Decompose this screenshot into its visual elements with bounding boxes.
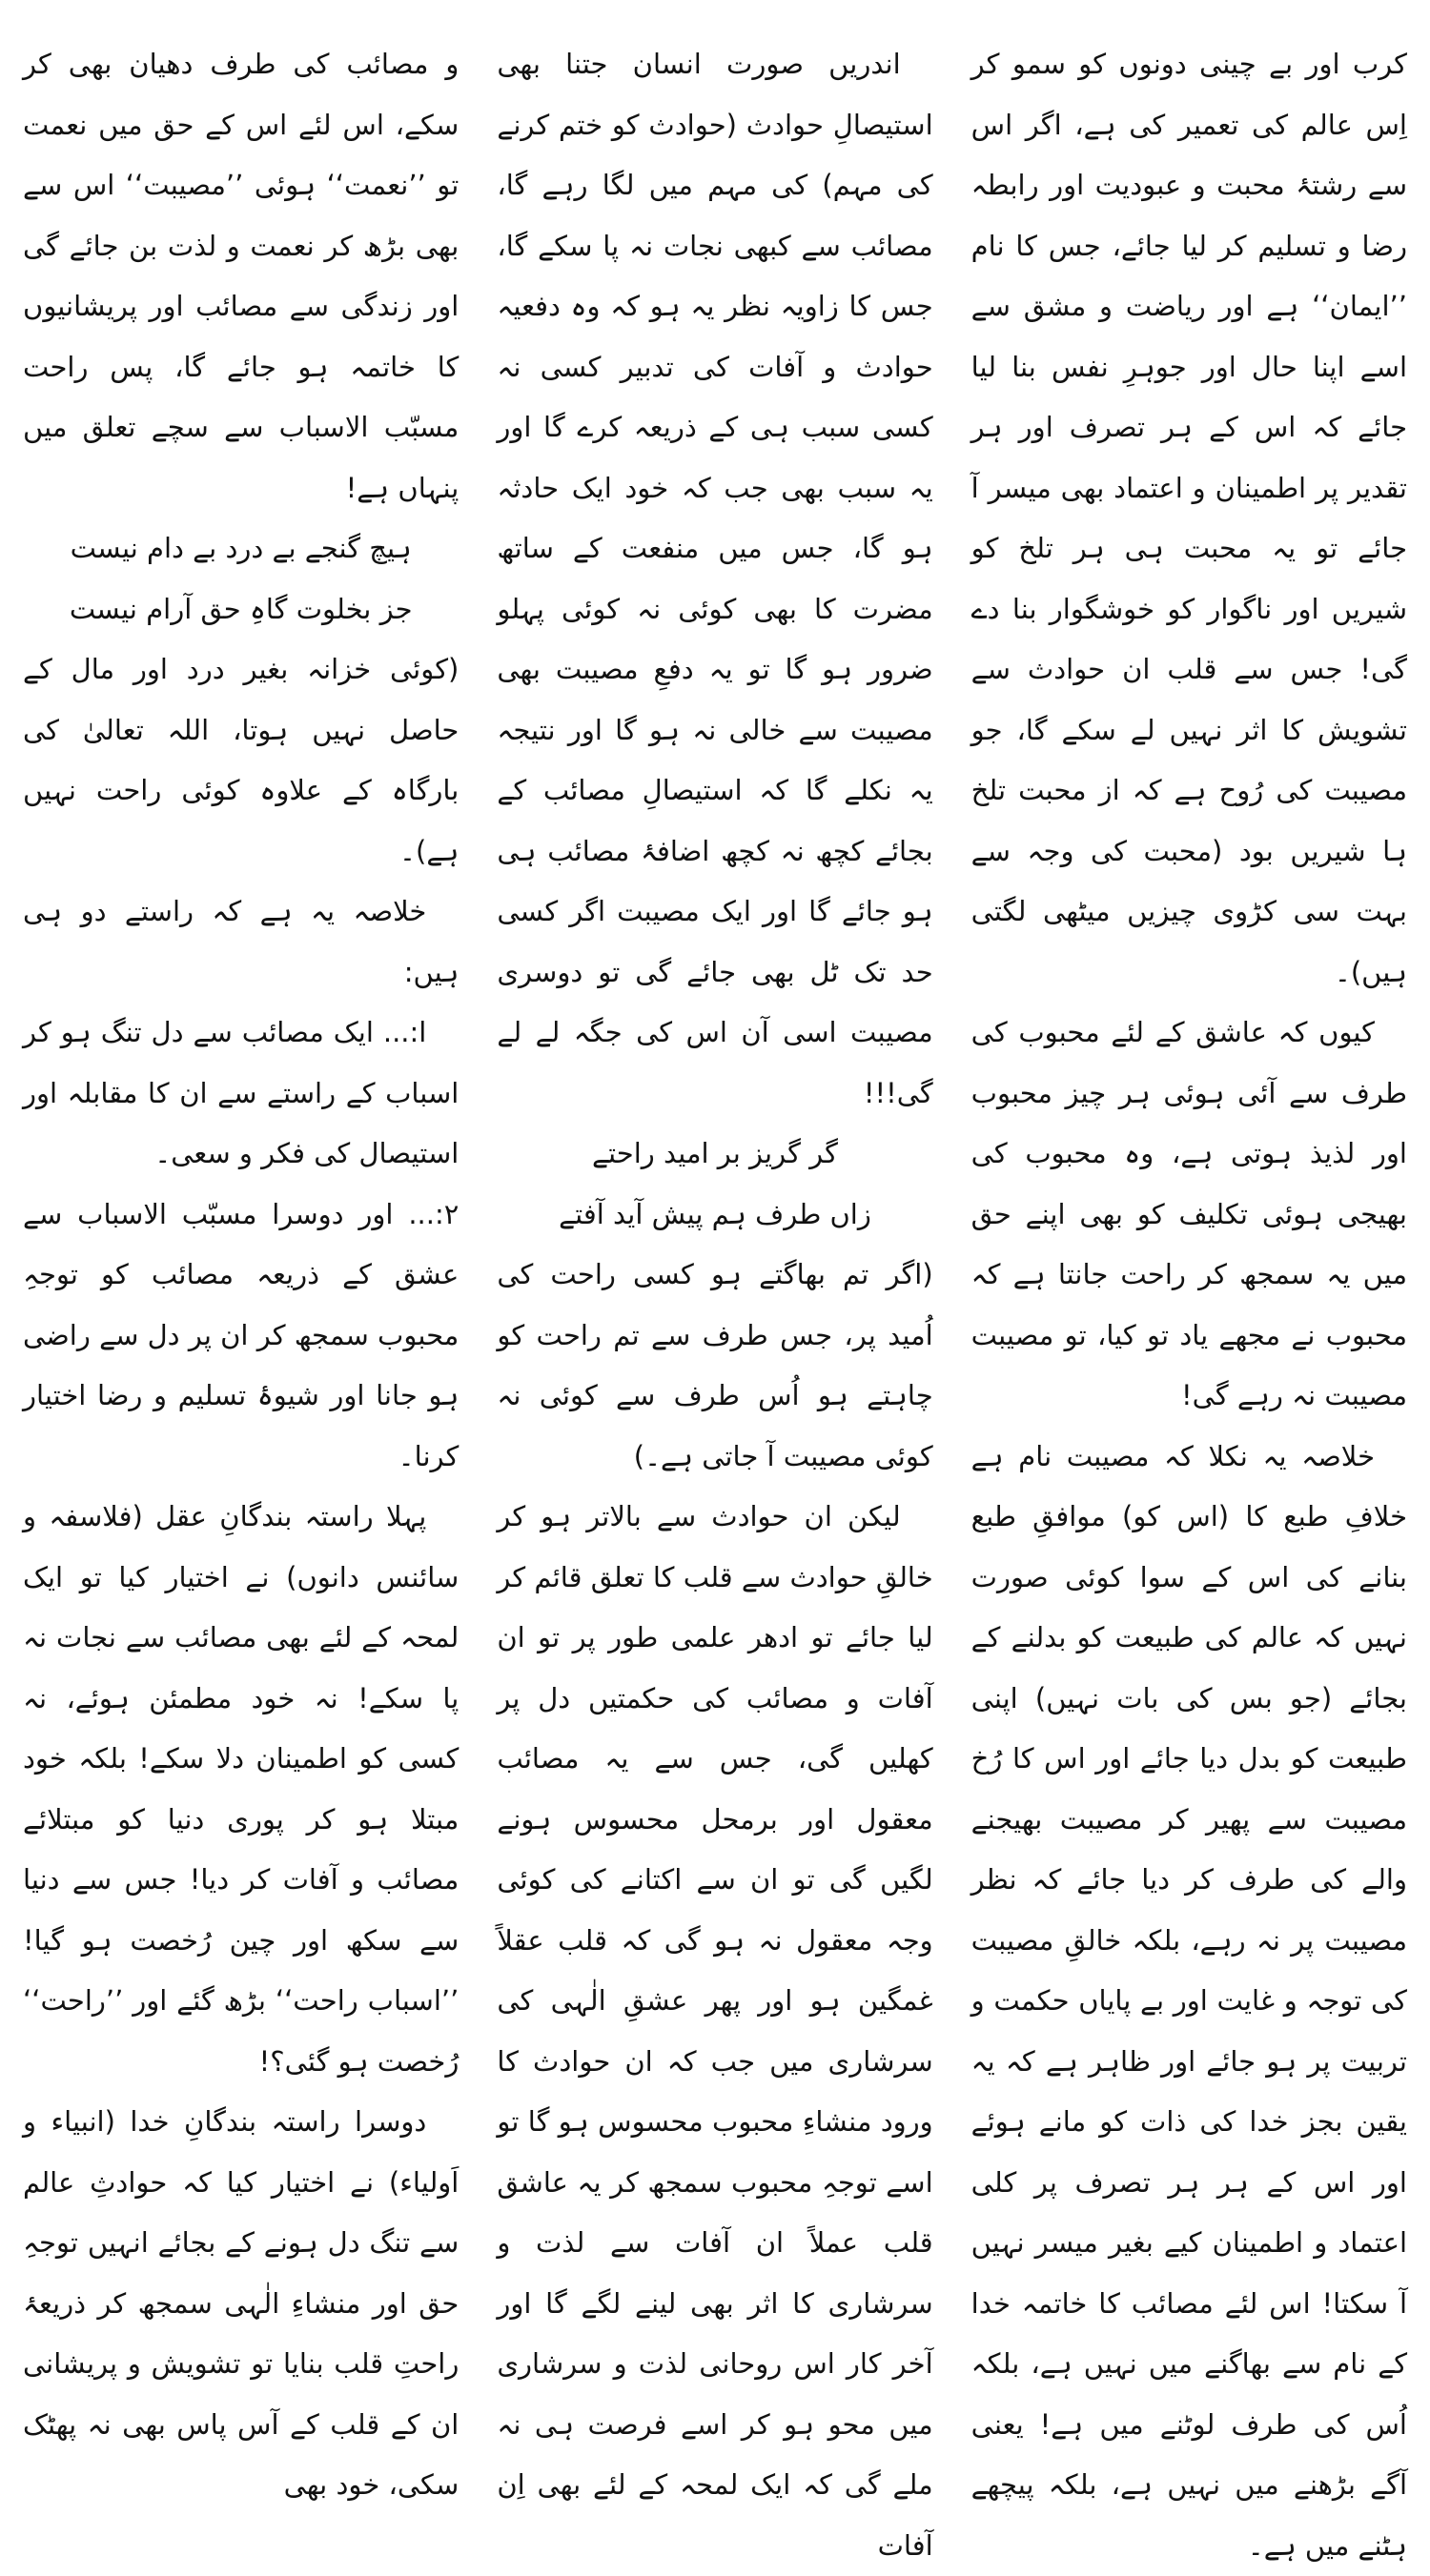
paragraph: دوسرا راستہ بندگانِ خدا (انبیاء و اَولیاء) نے اختیار کیا کہ حوادثِ عالم سے تنگ دل ہونے کے بجائے انہیں توجہِ حق اور منشاءِ الٰہی سمجھ کر ذریعۂ راحتِ قلب بنایا تو تشویش و پریشانی ان کے قلب کے آس پاس بھی نہ پھٹک سکی، خود بھی [23,2092,459,2516]
paragraph: اندریں صورت انسان جتنا بھی استیصالِ حوادث (حوادث کو ختم کرنے کی مہم) کی مہم میں لگا رہے گا، مصائب سے کبھی نجات نہ پا سکے گا، جس کا زاویہ نظر یہ ہو کہ وہ دفعیہ حوادث و آفات کی تدبیر کسی نہ کسی سبب ہی کے ذریعہ کرے گا اور یہ سبب بھی جب کہ خود ایک حادثہ ہو گا، جس میں منفعت کے ساتھ مضرت کا بھی کوئی نہ کوئی پہلو ضرور ہو گا تو یہ دفعِ مصیبت بھی مصیبت سے خالی نہ ہو گا اور نتیجہ یہ نکلے گا کہ استیصالِ مصائب کے بجائے کچھ نہ کچھ اضافۂ مصائب ہی ہو جائے گا اور ایک مصیبت اگر کسی حد تک ٹل بھی جائے گی تو دوسری مصیبت اسی آن اس کی جگہ لے لے گی!!! [497,34,932,1124]
list-item: ۲:... اور دوسرا مسبّب الاسباب سے عشق کے ذریعہ مصائب کو توجہِ محبوب سمجھ کر ان پر دل سے راضی ہو جانا اور شیوۂ تسلیم و رضا اختیار کرنا۔ [23,1185,459,1488]
paragraph: کرب اور بے چینی دونوں کو سمو کر اِس عالم کی تعمیر کی ہے، اگر اس سے رشتۂ محبت و عبودیت اور رابطہ رضا و تسلیم کر لیا جائے، جس کا نام ’’ایمان‘‘ ہے اور ریاضت و مشق سے اسے اپنا حال اور جوہرِ نفس بنا لیا جائے کہ اس کے ہر تصرف اور ہر تقدیر پر اطمینان و اعتماد بھی میسر آ جائے تو یہ محبت ہی ہر تلخ کو شیریں اور ناگوار کو خوشگوار بنا دے گی! جس سے قلب ان حوادث سے تشویش کا اثر نہیں لے سکے گا، جو مصیبت کی رُوح ہے کہ از محبت تلخ ہا شیریں بود (محبت کی وجہ سے بہت سی کڑوی چیزیں میٹھی لگتی ہیں)۔ [971,34,1407,1003]
persian-couplet-line: گر گریز بر امید راحتے [497,1124,932,1185]
paragraph: کیوں کہ عاشق کے لئے محبوب کی طرف سے آئی ہوئی ہر چیز محبوب اور لذیذ ہوتی ہے، وہ محبوب کی بھیجی ہوئی تکلیف کو بھی اپنے حق میں یہ سمجھ کر راحت جانتا ہے کہ محبوب نے مجھے یاد تو کیا، تو مصیبت مصیبت نہ رہے گی! [971,1003,1407,1427]
paragraph: و مصائب کی طرف دھیان بھی کر سکے، اس لئے اس کے حق میں نعمت تو ’’نعمت‘‘ ہوئی ’’مصیبت‘‘ اس سے بھی بڑھ کر نعمت و لذت بن جائے گی اور زندگی سے مصائب اور پریشانیوں کا خاتمہ ہو جائے گا، پس راحت مسبّب الاسباب سے سچے تعلق میں پنہاں ہے! [23,34,459,518]
paragraph: خلاصہ یہ ہے کہ راستے دو ہی ہیں: [23,882,459,1003]
text-column-right [971,34,1407,2097]
list-item: ا:... ایک مصائب سے دل تنگ ہو کر اسباب کے راستے سے ان کا مقابلہ اور استیصال کی فکر و سعی۔ [23,1003,459,1185]
paragraph: (کوئی خزانہ بغیر درد اور مال کے حاصل نہیں ہوتا، اللہ تعالیٰ کی بارگاہ کے علاوہ کوئی راحت نہیں ہے)۔ [23,639,459,882]
persian-couplet-line: جز بخلوت گاہِ حق آرام نیست [23,579,459,640]
paragraph: پہلا راستہ بندگانِ عقل (فلاسفہ و سائنس دانوں) نے اختیار کیا تو ایک لمحہ کے لئے بھی مصائب سے نجات نہ پا سکے! نہ خود مطمئن ہوئے، نہ کسی کو اطمینان دلا سکے! بلکہ خود مبتلا ہو کر پوری دنیا کو مبتلائے مصائب و آفات کر دیا! جس سے دنیا سے سکھ اور چین رُخصت ہو گیا! ’’اسباب راحت‘‘ بڑھ گئے اور ’’راحت‘‘ رُخصت ہو گئی؟! [23,1487,459,2092]
paragraph: (اگر تم بھاگتے ہو کسی راحت کی اُمید پر، جس طرف سے تم راحت کو چاہتے ہو اُس طرف سے کوئی نہ کوئی مصیبت آ جاتی ہے۔) [497,1245,932,1487]
paragraph: لیکن ان حوادث سے بالاتر ہو کر خالقِ حوادث سے قلب کا تعلق قائم کر لیا جائے تو ادھر علمی طور پر تو ان آفات و مصائب کی حکمتیں دل پر کھلیں گی، جس سے یہ مصائب معقول اور برمحل محسوس ہونے لگیں گی تو ان سے اکتانے کی کوئی وجہ معقول نہ ہو گی کہ قلب عقلاً غمگین ہو اور پھر عشقِ الٰہی کی سرشاری میں جب کہ ان حوادث کا ورود منشاءِ محبوب محسوس ہو گا تو اسے توجہِ محبوب سمجھ کر یہ عاشق قلب عملاً ان آفات سے لذت و سرشاری کا اثر بھی لینے لگے گا اور آخر کار اس روحانی لذت و سرشاری میں محو ہو کر اسے فرصت ہی نہ ملے گی کہ ایک لمحہ کے لئے بھی اِن آفات [497,1487,932,2576]
persian-couplet-line: ہیچ گنجے بے درد بے دام نیست [23,518,459,579]
text-column-middle [497,34,932,2097]
persian-couplet-line: زاں طرف ہم پیش آید آفتے [497,1185,932,1246]
paragraph: خلاصہ یہ نکلا کہ مصیبت نام ہے خلافِ طبع کا (اس کو) موافقِ طبع بنانے کی اس کے سوا کوئی صورت نہیں کہ عالم کی طبیعت کو بدلنے کے بجائے (جو بس کی بات نہیں) اپنی طبیعت کو بدل دیا جائے اور اس کا رُخ مصیبت سے پھیر کر مصیبت بھیجنے والے کی طرف کر دیا جائے کہ نظر مصیبت پر نہ رہے، بلکہ خالقِ مصیبت کی توجہ و غایت اور بے پایاں حکمت و تربیت پر ہو جائے اور ظاہر ہے کہ یہ یقین بجز خدا کی ذات کو مانے ہوئے اور اس کے ہر ہر تصرف پر کلی اعتماد و اطمینان کیے بغیر میسر نہیں آ سکتا! اس لئے مصائب کا خاتمہ خدا کے نام سے بھاگنے میں نہیں ہے، بلکہ اُس کی طرف لوٹنے میں ہے! یعنی آگے بڑھنے میں نہیں ہے، بلکہ پیچھے ہٹنے میں ہے۔ [971,1427,1407,2576]
text-column-left [23,34,459,2097]
